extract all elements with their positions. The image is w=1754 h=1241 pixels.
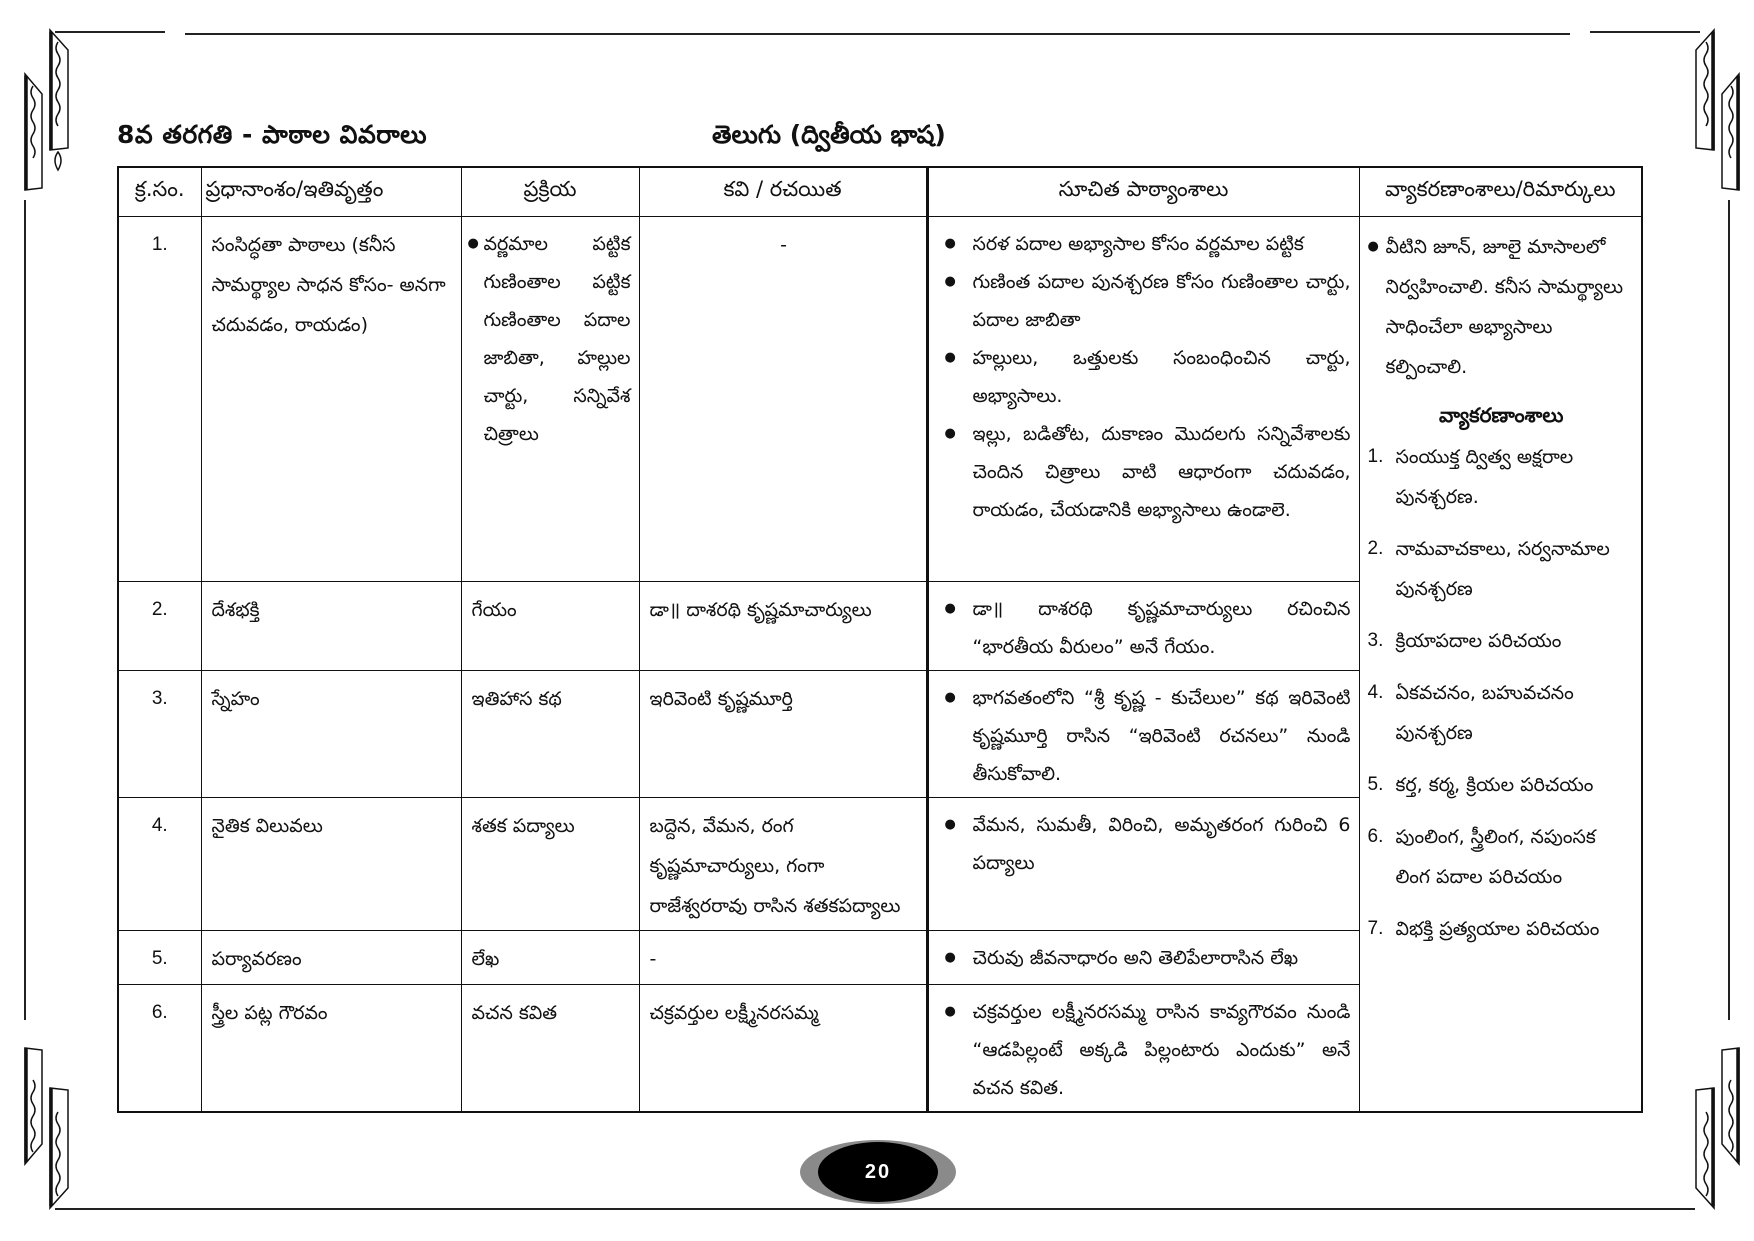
author-cell: బద్దెన, వేమన, రంగ కృష్ణమాచార్యులు, గంగా రాజేశ్వరరావు రాసిన శతకపద్యాలు bbox=[639, 798, 927, 931]
grammar-item-text: క్రియాపదాల పరిచయం bbox=[1395, 630, 1562, 652]
grammar-item bbox=[1368, 765, 1636, 805]
lessons-cell bbox=[927, 931, 1359, 985]
lessons-table bbox=[117, 166, 1643, 1113]
grammar-item-number: 5. bbox=[1367, 774, 1384, 795]
serial-number: 2. bbox=[118, 582, 201, 671]
serial-number: 1. bbox=[118, 217, 201, 582]
author-cell: - bbox=[639, 931, 927, 985]
genre-cell: గేయం bbox=[461, 582, 639, 671]
grammar-item bbox=[1368, 909, 1636, 949]
grammar-heading: వ్యాకరణాంశాలు bbox=[1439, 403, 1564, 427]
grammar-item-number: 7. bbox=[1367, 918, 1384, 939]
col-header-remarks: వ్యాకరణాంశాలు/రిమార్కులు bbox=[1359, 167, 1642, 217]
theme-cell: నైతిక విలువలు bbox=[201, 798, 461, 931]
lessons-cell bbox=[927, 582, 1359, 671]
corner-ornament-bottom-right-icon bbox=[1664, 1040, 1744, 1210]
author-cell: - bbox=[639, 217, 927, 582]
col-header-serial: క్ర.సం. bbox=[118, 167, 201, 217]
genre-cell: శతక పద్యాలు bbox=[461, 798, 639, 931]
lesson-item: ● భాగవతంలోని “శ్రీ కృష్ణ - కుచేలుల” కథ ఇరివెంటి కృష్ణమూర్తి రాసిన “ఇరివెంటి రచనలు” నుండి తీసుకోవాలి. bbox=[939, 679, 1351, 793]
col-header-author: కవి / రచయిత bbox=[639, 167, 927, 217]
corner-ornament-top-left-icon bbox=[20, 28, 100, 198]
grammar-item bbox=[1368, 817, 1636, 897]
grammar-item-text: విభక్తి ప్రత్యయాల పరిచయం bbox=[1395, 918, 1600, 940]
corner-ornament-bottom-left-icon bbox=[20, 1040, 100, 1210]
author-cell: ఇరివెంటి కృష్ణమూర్తి bbox=[639, 671, 927, 798]
lessons-cell bbox=[927, 217, 1359, 582]
lesson-item: ● హల్లులు, ఒత్తులకు సంబంధించిన చార్టు, అభ్యాసాలు. bbox=[939, 339, 1351, 415]
frame-bottom-line bbox=[55, 1208, 1695, 1210]
genre-item: ● వర్ణమాల పట్టిక గుణింతాల పట్టిక గుణింతాల పదాల జాబితా, హల్లుల చార్టు, సన్నివేశ చిత్రాలు bbox=[468, 225, 631, 453]
col-header-genre: ప్రక్రియ bbox=[461, 167, 639, 217]
grammar-item-text: నామవాచకాలు, సర్వనామాల పునశ్చరణ bbox=[1395, 538, 1610, 600]
grammar-list bbox=[1368, 437, 1636, 949]
grammar-item bbox=[1368, 673, 1636, 753]
grammar-item-text: సంయుక్త ద్విత్వ అక్షరాల పునశ్చరణ. bbox=[1395, 446, 1574, 508]
lessons-cell bbox=[927, 985, 1359, 1113]
genre-cell: లేఖ bbox=[461, 931, 639, 985]
grammar-item-number: 6. bbox=[1367, 826, 1384, 847]
grammar-item bbox=[1368, 437, 1636, 517]
frame-right-line bbox=[1728, 200, 1730, 1020]
lesson-item: ● చక్రవర్తుల లక్ష్మీనరసమ్మ రాసిన కావ్యగౌరవం నుండి “ఆడపిల్లంటే అక్కడి పిల్లంటారు ఎందుకు” అనే వచన కవిత. bbox=[939, 993, 1351, 1107]
lesson-item: ● ఇల్లు, బడితోట, దుకాణం మొదలగు సన్నివేశాలకు చెందిన చిత్రాలు వాటి ఆధారంగా చదువడం, రాయడం, చేయడానికి అభ్యాసాలు ఉండాలె. bbox=[939, 415, 1351, 529]
genre-cell: వచన కవిత bbox=[461, 985, 639, 1113]
lesson-item: ● చెరువు జీవనాధారం అని తెలిపేలారాసిన లేఖ bbox=[939, 939, 1351, 977]
frame-top-line bbox=[185, 33, 1570, 35]
corner-ornament-top-right-icon bbox=[1664, 28, 1744, 198]
grammar-item-number: 2. bbox=[1367, 538, 1384, 559]
subject-title: తెలుగు (ద్వితీయ భాష) bbox=[712, 120, 946, 149]
lesson-item: ● సరళ పదాల అభ్యాసాల కోసం వర్ణమాల పట్టిక bbox=[939, 225, 1351, 263]
table-header-row bbox=[118, 167, 1642, 217]
col-header-theme: ప్రధానాంశం/ఇతివృత్తం bbox=[201, 167, 461, 217]
theme-cell: సంసిద్ధతా పాఠాలు (కనీస సామర్థ్యాల సాధన కోసం- అనగా చదువడం, రాయడం) bbox=[201, 217, 461, 582]
grammar-item-number: 3. bbox=[1367, 630, 1384, 651]
page-number: 20 bbox=[818, 1142, 938, 1202]
col-header-lessons: సూచిత పాఠ్యాంశాలు bbox=[927, 167, 1359, 217]
grammar-item bbox=[1368, 529, 1636, 609]
theme-cell: పర్యావరణం bbox=[201, 931, 461, 985]
grammar-item-number: 4. bbox=[1367, 682, 1384, 703]
grammar-item-number: 1. bbox=[1367, 446, 1384, 467]
author-cell: డా॥ దాశరథి కృష్ణమాచార్యులు bbox=[639, 582, 927, 671]
serial-number: 4. bbox=[118, 798, 201, 931]
genre-cell bbox=[461, 217, 639, 582]
lesson-item: ● డా॥ దాశరథి కృష్ణమాచార్యులు రచించిన “భారతీయ వీరులం” అనే గేయం. bbox=[939, 590, 1351, 666]
genre-cell: ఇతిహాస కథ bbox=[461, 671, 639, 798]
theme-cell: దేశభక్తి bbox=[201, 582, 461, 671]
lesson-item: ● గుణింత పదాల పునశ్చరణ కోసం గుణింతాల చార్టు, పదాల జాబితా bbox=[939, 263, 1351, 339]
theme-cell: స్నేహం bbox=[201, 671, 461, 798]
grammar-item-text: ఏకవచనం, బహువచనం పునశ్చరణ bbox=[1395, 682, 1574, 744]
page-number-badge bbox=[800, 1140, 956, 1204]
serial-number: 6. bbox=[118, 985, 201, 1113]
grammar-item bbox=[1368, 621, 1636, 661]
author-cell: చక్రవర్తుల లక్ష్మీనరసమ్మ bbox=[639, 985, 927, 1113]
remarks-cell bbox=[1359, 217, 1642, 1113]
theme-cell: స్త్రీల పట్ల గౌరవం bbox=[201, 985, 461, 1113]
lesson-item: ● వేమన, సుమతీ, విరించి, అమృతరంగ గురించి 6 పద్యాలు bbox=[939, 806, 1351, 882]
lessons-cell bbox=[927, 671, 1359, 798]
serial-number: 3. bbox=[118, 671, 201, 798]
table-row bbox=[118, 217, 1642, 582]
grammar-item-text: కర్త, కర్మ, క్రియల పరిచయం bbox=[1395, 774, 1594, 796]
frame-left-line bbox=[24, 200, 26, 1020]
grammar-item-text: పుంలింగ, స్త్రీలింగ, నపుంసక లింగ పదాల పరిచయం bbox=[1395, 826, 1596, 888]
serial-number: 5. bbox=[118, 931, 201, 985]
lessons-cell bbox=[927, 798, 1359, 931]
page-title: 8వ తరగతి - పాఠాల వివరాలు bbox=[117, 120, 428, 149]
remarks-note: ● వీటిని జూన్, జూలై మాసాలలో నిర్వహించాలి. కనీస సామర్థ్యాలు సాధించేలా అభ్యాసాలు కల్పించాలి. bbox=[1368, 227, 1636, 387]
